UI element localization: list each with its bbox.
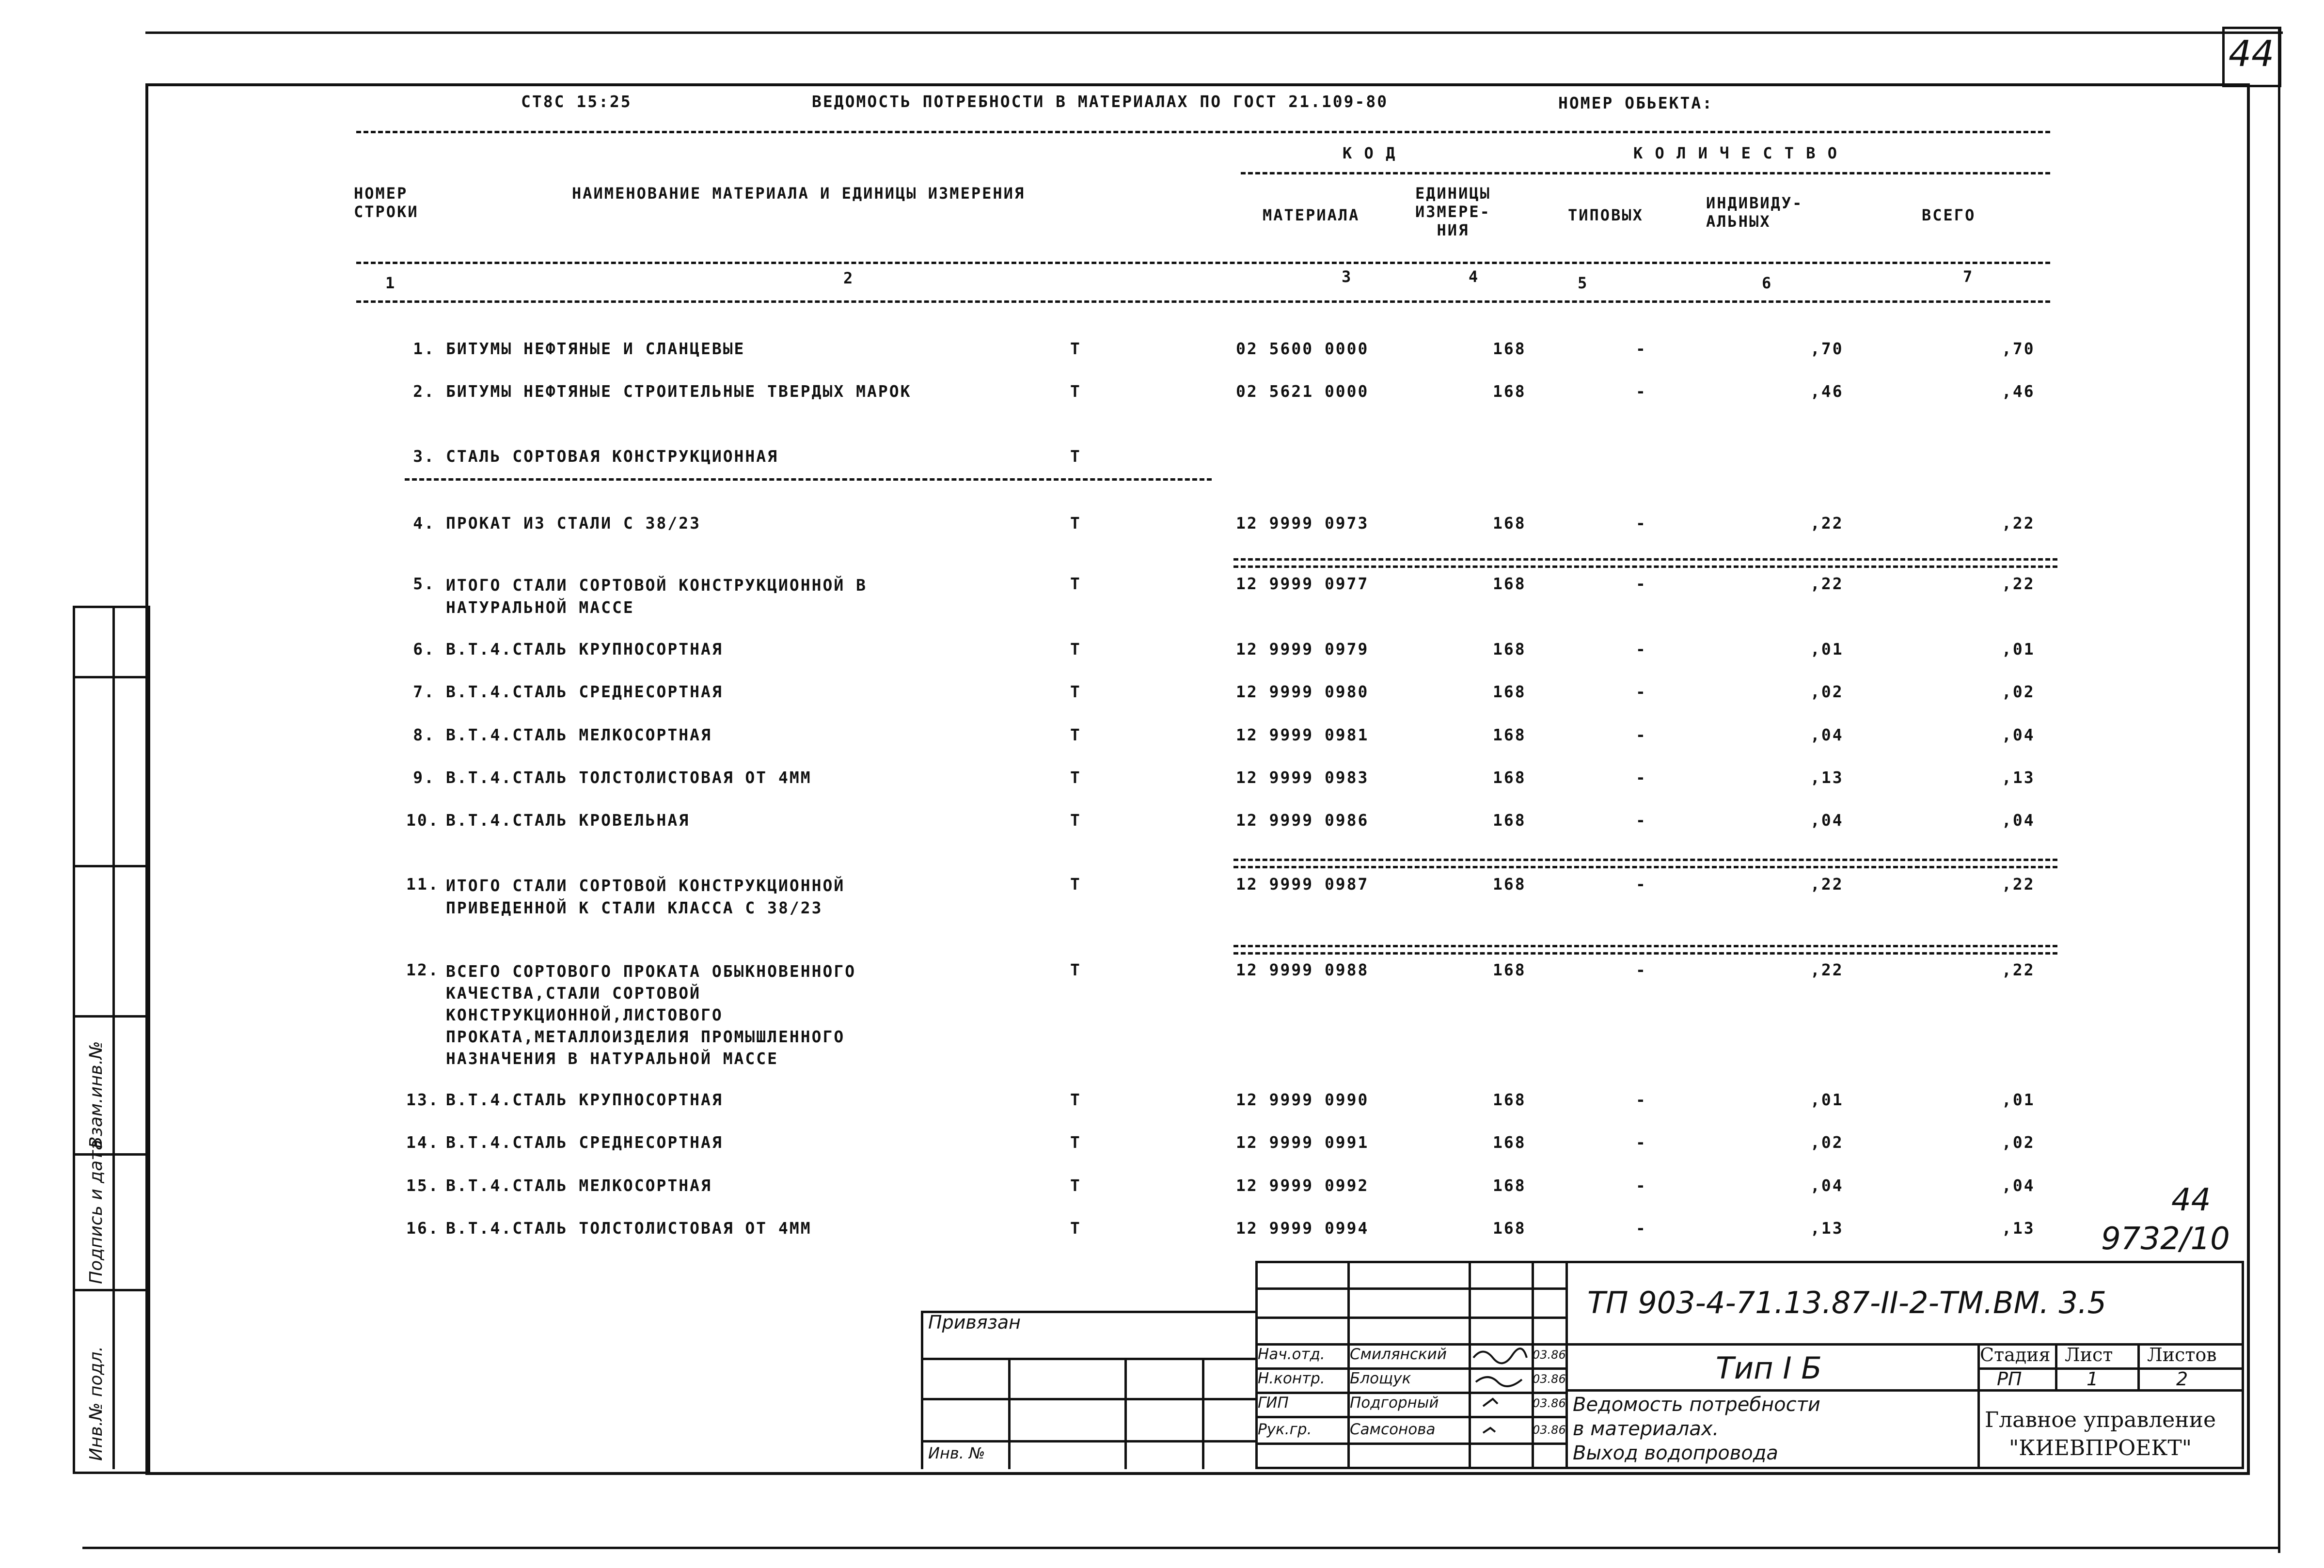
- col-total: ВСЕГО: [1922, 206, 1976, 224]
- signer-role: ГИП: [1258, 1394, 1289, 1411]
- stamp-line: [1255, 1317, 1565, 1319]
- object-number-label: НОМЕР ОБЬЕКТА:: [1558, 94, 1714, 112]
- col-individual: ИНДИВИДУ- АЛЬНЫХ: [1706, 194, 1803, 231]
- margin-archive-code: 9732/10: [2101, 1221, 2230, 1257]
- signature-marks: [1469, 1343, 1532, 1469]
- table-row: 9. В.Т.4.СТАЛЬ ТОЛСТОЛИСТОВАЯ ОТ 4ММ Т 12 9999 0983 168 - ,13 ,13: [413, 768, 2035, 787]
- col-number-6: 6: [1762, 274, 1773, 292]
- table-row: 15. В.Т.4.СТАЛЬ МЕЛКОСОРТНАЯ Т 12 9999 0992 168 - ,04 ,04: [406, 1176, 2035, 1195]
- left-margin-sep-3: [73, 1015, 145, 1018]
- table-row: 3. СТАЛЬ СОРТОВАЯ КОНСТРУКЦИОННАЯ Т: [413, 447, 1081, 466]
- stamp-line: [1202, 1358, 1204, 1469]
- stamp-line: [921, 1311, 923, 1469]
- col-number-5: 5: [1578, 274, 1589, 292]
- stamp-line: [1565, 1261, 1568, 1469]
- signer-role: Н.контр.: [1258, 1370, 1325, 1387]
- sheets-value: 2: [2176, 1368, 2188, 1390]
- inv-no-label: Инв. №: [928, 1444, 985, 1462]
- code-sub-line: [1241, 172, 2050, 174]
- margin-sheet-number: 44: [2171, 1182, 2211, 1218]
- header-line-top: [356, 131, 2050, 133]
- signer-role: Рук.гр.: [1258, 1421, 1312, 1438]
- stamp-line: [1008, 1358, 1011, 1469]
- vzam-inv-label: Взам.инв.№: [86, 1041, 106, 1148]
- left-margin-sep-2: [73, 865, 145, 867]
- table-row: 7. В.Т.4.СТАЛЬ СРЕДНЕСОРТНАЯ Т 12 9999 0980 168 - ,02 ,02: [413, 682, 2035, 701]
- signer-name: Смилянский: [1350, 1346, 1447, 1363]
- left-margin-sep-1: [73, 676, 145, 678]
- signer-name: Подгорный: [1350, 1394, 1439, 1411]
- title-block: [921, 1261, 2244, 1469]
- sheet-label: Лист: [2065, 1344, 2113, 1365]
- type-label: Тип I Б: [1716, 1350, 1822, 1386]
- stamp-line: [2137, 1343, 2140, 1389]
- document-title-block: Ведомость потребности в материалах. Выход водопровода: [1573, 1394, 1820, 1464]
- table-row: 6. В.Т.4.СТАЛЬ КРУПНОСОРТНАЯ Т 12 9999 0979 168 - ,01 ,01: [413, 640, 2035, 659]
- binding-label: Привязан: [928, 1312, 1021, 1333]
- stamp-line: [1255, 1261, 2244, 1263]
- document-designation: ТП 903-4-71.13.87-II-2-ТМ.ВМ. 3.5: [1587, 1285, 2107, 1320]
- table-row: 13. В.Т.4.СТАЛЬ КРУПНОСОРТНАЯ Т 12 9999 0990 168 - ,01 ,01: [406, 1090, 2035, 1109]
- col-row-no: НОМЕР СТРОКИ: [354, 184, 419, 221]
- col-typical: ТИПОВЫХ: [1568, 206, 1644, 224]
- signer-date: 03.86: [1533, 1423, 1566, 1437]
- table-row: 10. В.Т.4.СТАЛЬ КРОВЕЛЬНАЯ Т 12 9999 0986 168 - ,04 ,04: [406, 811, 2035, 830]
- corner-number: 44: [2229, 33, 2275, 75]
- col-material-code: МАТЕРИАЛА: [1263, 206, 1360, 224]
- col-number-1: 1: [385, 274, 396, 292]
- subtotal-separator: [1233, 558, 2057, 568]
- header-line-bottom: [356, 300, 2050, 303]
- section-separator: [405, 478, 1212, 481]
- col-code-group: К О Д: [1343, 144, 1397, 162]
- signer-date: 03.86: [1533, 1396, 1566, 1410]
- stamp-line: [921, 1398, 1255, 1400]
- program-name: СТ8С 15:25: [521, 92, 632, 111]
- signer-name: Блощук: [1350, 1370, 1411, 1387]
- table-row: 5. ИТОГО СТАЛИ СОРТОВОЙ КОНСТРУКЦИОННОЙ В НАТУРАЛЬНОЙ МАССЕ Т 12 9999 0977 168 - ,22 ,22: [413, 574, 2035, 617]
- col-number-3: 3: [1342, 267, 1353, 286]
- col-qty-group: К О Л И Ч Е С Т В О: [1633, 144, 1839, 162]
- stamp-line: [2242, 1261, 2244, 1469]
- table-row: 4. ПРОКАТ ИЗ СТАЛИ С 38/23 Т 12 9999 0973 168 - ,22 ,22: [413, 514, 2035, 533]
- document-title: ВЕДОМОСТЬ ПОТРЕБНОСТИ В МАТЕРИАЛАХ ПО ГОСТ 21.109-80: [812, 92, 1389, 111]
- inv-podl-label: Инв.№ подл.: [86, 1346, 106, 1461]
- signer-role: Нач.отд.: [1258, 1346, 1325, 1363]
- table-row: 11. ИТОГО СТАЛИ СОРТОВОЙ КОНСТРУКЦИОННОЙ ПРИВЕДЕННОЙ К СТАЛИ КЛАССА С 38/23 Т 12 9999 0987 168 - ,22 ,22: [406, 875, 2035, 917]
- stamp-line: [1255, 1467, 2244, 1469]
- subtotal-separator: [1233, 859, 2057, 868]
- podpis-data-label: Подпись и дата: [86, 1139, 106, 1284]
- col-unit-code: ЕДИНИЦЫ ИЗМЕРЕ- НИЯ: [1415, 184, 1491, 239]
- stage-value: РП: [1997, 1368, 2022, 1390]
- top-border-line: [145, 31, 2283, 34]
- stamp-line: [1532, 1261, 1534, 1469]
- table-row: 2. БИТУМЫ НЕФТЯНЫЕ СТРОИТЕЛЬНЫЕ ТВЕРДЫХ МАРОК Т 02 5621 0000 168 - ,46 ,46: [413, 382, 2035, 401]
- stamp-line: [1255, 1287, 1565, 1290]
- sheets-label: Листов: [2147, 1344, 2217, 1365]
- stamp-line: [1124, 1358, 1127, 1469]
- stamp-line: [921, 1358, 1255, 1360]
- bottom-border-line: [82, 1547, 2280, 1549]
- table-row: 16. В.Т.4.СТАЛЬ ТОЛСТОЛИСТОВАЯ ОТ 4ММ Т 12 9999 0994 168 - ,13 ,13: [406, 1219, 2035, 1238]
- subtotal-separator: [1233, 945, 2057, 955]
- stamp-line: [1565, 1389, 2244, 1392]
- table-row: 14. В.Т.4.СТАЛЬ СРЕДНЕСОРТНАЯ Т 12 9999 0991 168 - ,02 ,02: [406, 1133, 2035, 1152]
- sheet-value: 1: [2087, 1368, 2099, 1390]
- signer-date: 03.86: [1533, 1372, 1566, 1386]
- organization: Главное управление "КИЕВПРОЕКТ": [1985, 1408, 2216, 1460]
- stamp-line: [921, 1440, 1255, 1443]
- stage-label: Стадия: [1980, 1344, 2051, 1365]
- col-number-7: 7: [1963, 267, 1974, 286]
- signer-name: Самсонова: [1350, 1421, 1436, 1438]
- header-line-mid: [356, 262, 2050, 264]
- signer-date: 03.86: [1533, 1348, 1566, 1362]
- table-row: 12. ВСЕГО СОРТОВОГО ПРОКАТА ОБЫКНОВЕННОГО КАЧЕСТВА,СТАЛИ СОРТОВОЙ КОНСТРУКЦИОННОЙ,ЛИСТОВОГО ПРОКАТА,МЕТАЛЛОИЗДЕЛИЯ ПРОМЫШЛЕННОГО НАЗНАЧЕНИЯ В НАТУРАЛЬНОЙ МАССЕ Т 12 9999 0988 168 - ,22 ,22: [406, 960, 2035, 1068]
- col-name: НАИМЕНОВАНИЕ МАТЕРИАЛА И ЕДИНИЦЫ ИЗМЕРЕНИЯ: [572, 184, 1026, 203]
- left-margin-sep-5: [73, 1289, 145, 1291]
- stamp-line: [2055, 1343, 2057, 1389]
- col-number-4: 4: [1469, 267, 1480, 286]
- col-number-2: 2: [843, 269, 854, 287]
- table-row: 8. В.Т.4.СТАЛЬ МЕЛКОСОРТНАЯ Т 12 9999 0981 168 - ,04 ,04: [413, 725, 2035, 744]
- table-row: 1. БИТУМЫ НЕФТЯНЫЕ И СЛАНЦЕВЫЕ Т 02 5600 0000 168 - ,70 ,70: [413, 339, 2035, 358]
